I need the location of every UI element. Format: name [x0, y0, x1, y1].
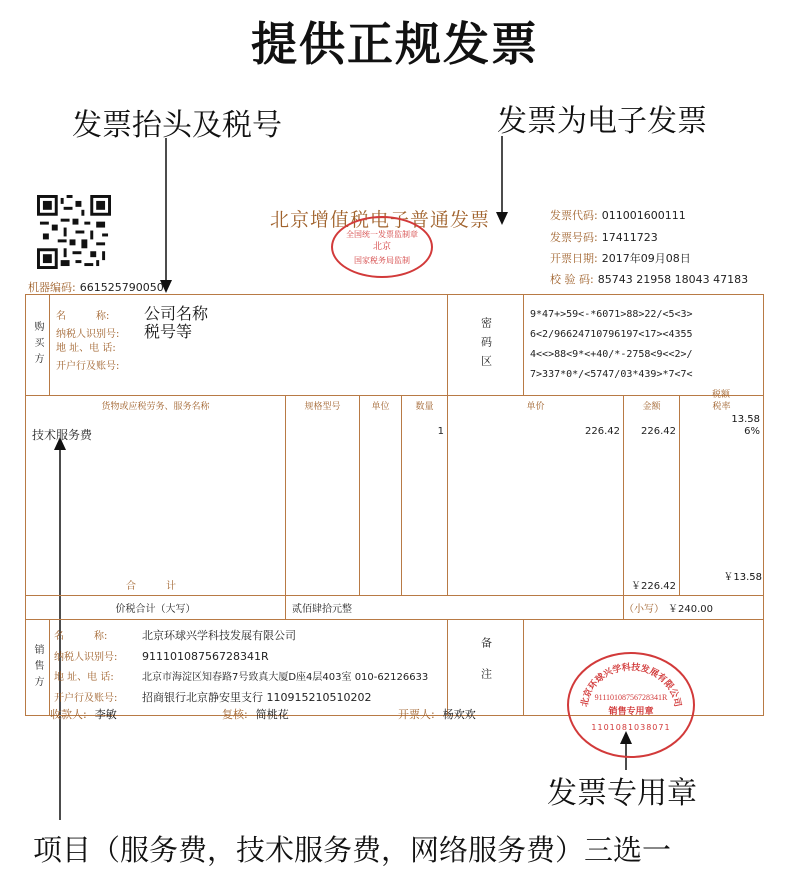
meta-check-code	[550, 271, 748, 287]
meta-issue-date	[550, 250, 691, 266]
col-rate	[680, 396, 764, 596]
buyer-tax-label: 纳税人识别号:	[56, 329, 120, 340]
cipher-line: 7>337*0*/<5747/03*439>*7<7<	[530, 369, 693, 380]
annotation-seal: 发票专用章	[547, 776, 697, 811]
grand-small-value: ￥240.00	[668, 604, 714, 615]
item-amount: 226.42	[641, 426, 677, 437]
invoice-table	[25, 294, 764, 716]
items-block	[26, 396, 764, 596]
col-header-tax: 税额	[711, 390, 730, 400]
reviewer	[222, 706, 289, 722]
cipher-area	[524, 295, 764, 396]
seller-bank-value: 招商银行北京静安里支行 110915210510202	[142, 691, 372, 704]
cipher-line: 6<2/96624710796197<17><4355	[530, 329, 693, 340]
buyer-tax-value: 税号等	[144, 322, 193, 341]
issuer-label: 开票人:	[398, 708, 435, 721]
meta-label: 发票代码:	[550, 209, 598, 222]
grand-total-small	[624, 596, 764, 620]
col-header-spec: 规格型号	[304, 402, 341, 412]
reviewer-label: 复核:	[222, 708, 248, 721]
seller-section-label: 销售方	[26, 620, 50, 716]
meta-value: 17411723	[601, 231, 658, 244]
company-seal-center: 销售专用章	[608, 706, 654, 717]
buyer-name-label: 名 称:	[56, 311, 110, 322]
cipher-label: 密码区	[448, 295, 524, 396]
grand-total-row	[26, 596, 764, 620]
company-seal-ring	[569, 654, 693, 756]
seller-tax-label: 纳税人识别号:	[54, 652, 118, 663]
payee-label: 收款人:	[50, 708, 87, 721]
qr-code	[37, 195, 111, 269]
item-name: 技术服务费	[32, 428, 93, 442]
buyer-section-label: 购买方	[26, 295, 50, 396]
machine-code	[28, 279, 164, 295]
buyer-addr-label: 地 址、电 话:	[56, 343, 116, 354]
issuer-value: 杨欢欢	[442, 708, 476, 721]
meta-label: 发票号码:	[550, 231, 598, 244]
tax-stamp-bottom: 国家税务局监制	[354, 255, 410, 265]
payee-value: 李敏	[94, 708, 117, 721]
seller-tax-value: 91110108756728341R	[142, 650, 269, 663]
meta-label: 开票日期:	[550, 252, 598, 265]
meta-invoice-number	[550, 229, 658, 245]
col-header-unit: 单位	[371, 402, 390, 412]
col-header-name: 货物或应税劳务、服务名称	[101, 402, 210, 412]
col-header-rate: 税率	[712, 402, 731, 412]
issuer	[398, 706, 476, 722]
cipher-line: 9*47+>59<-*6071>88>22/<5<3>	[530, 309, 693, 320]
col-price	[448, 396, 624, 596]
total-label: 合 计	[126, 581, 176, 592]
col-unit	[360, 396, 402, 596]
grand-total-label: 价税合计（大写）	[26, 596, 286, 620]
col-name	[26, 396, 286, 596]
tax-stamp-top: 全国统一发票监制章	[346, 229, 418, 239]
item-qty: 1	[437, 426, 445, 437]
seller-info	[50, 620, 448, 716]
total-tax: ￥13.58	[723, 572, 762, 583]
company-seal-bottom: 1101081038071	[591, 722, 671, 732]
buyer-bank-label: 开户行及账号:	[56, 361, 120, 372]
tax-stamp-mid: 北京	[372, 241, 391, 252]
col-tax	[680, 384, 762, 425]
company-seal-number: 91110108756728341R	[594, 692, 668, 702]
meta-value: 011001600111	[601, 209, 686, 222]
seller-addr-label: 地 址、电 话:	[54, 672, 114, 683]
arrow-head-electronic	[496, 212, 508, 225]
seller-name-value: 北京环球兴学科技发展有限公司	[142, 629, 296, 642]
reviewer-value: 简桃花	[255, 708, 289, 721]
meta-invoice-code	[550, 207, 686, 223]
cipher-line: 4<<>88<9*<+40/*-2758<9<<2>/	[530, 349, 693, 360]
item-price: 226.42	[585, 426, 621, 437]
machine-code-value: 661525790050	[79, 281, 164, 294]
seller-bank-label: 开户行及账号:	[54, 693, 118, 704]
buyer-name-value: 公司名称	[144, 304, 209, 323]
col-qty	[402, 396, 448, 596]
payee	[50, 706, 117, 722]
annotation-electronic: 发票为电子发票	[497, 104, 707, 139]
machine-code-label: 机器编码:	[28, 281, 76, 294]
tax-bureau-stamp	[331, 216, 433, 278]
total-amount: ￥226.42	[631, 581, 677, 592]
col-amount	[624, 396, 680, 596]
item-rate: 6%	[744, 426, 761, 437]
annotation-header-tax: 发票抬头及税号	[72, 108, 282, 143]
col-spec	[286, 396, 360, 596]
seller-name-label: 名 称:	[54, 631, 108, 642]
buyer-info	[50, 295, 448, 396]
company-seal-ring-text: 北京环球兴学科技发展有限公司	[579, 662, 683, 708]
invoice-title: 北京增值税电子普通发票	[270, 209, 491, 231]
grand-total-words: 贰佰肆拾元整	[286, 596, 624, 620]
seller-addr-value: 北京市海淀区知春路7号致真大厦D座4层403室 010-62126633	[142, 672, 429, 683]
annotation-item: 项目（服务费，技术服务费，网络服务费）三选一	[33, 833, 672, 867]
remark-label: 备注	[448, 620, 524, 716]
meta-value: 2017年09月08日	[601, 252, 691, 265]
col-header-qty: 数量	[415, 402, 434, 412]
grand-small-label: （小写）	[624, 604, 665, 615]
company-seal	[567, 652, 695, 758]
buyer-row	[26, 295, 764, 396]
col-header-price: 单价	[526, 402, 545, 412]
page-heading: 提供正规发票	[251, 17, 539, 71]
meta-label: 校 验 码:	[550, 273, 594, 286]
meta-value: 85743 21958 18043 47183	[597, 273, 749, 286]
col-header-amount: 金额	[642, 402, 661, 412]
item-tax: 13.58	[731, 414, 760, 425]
